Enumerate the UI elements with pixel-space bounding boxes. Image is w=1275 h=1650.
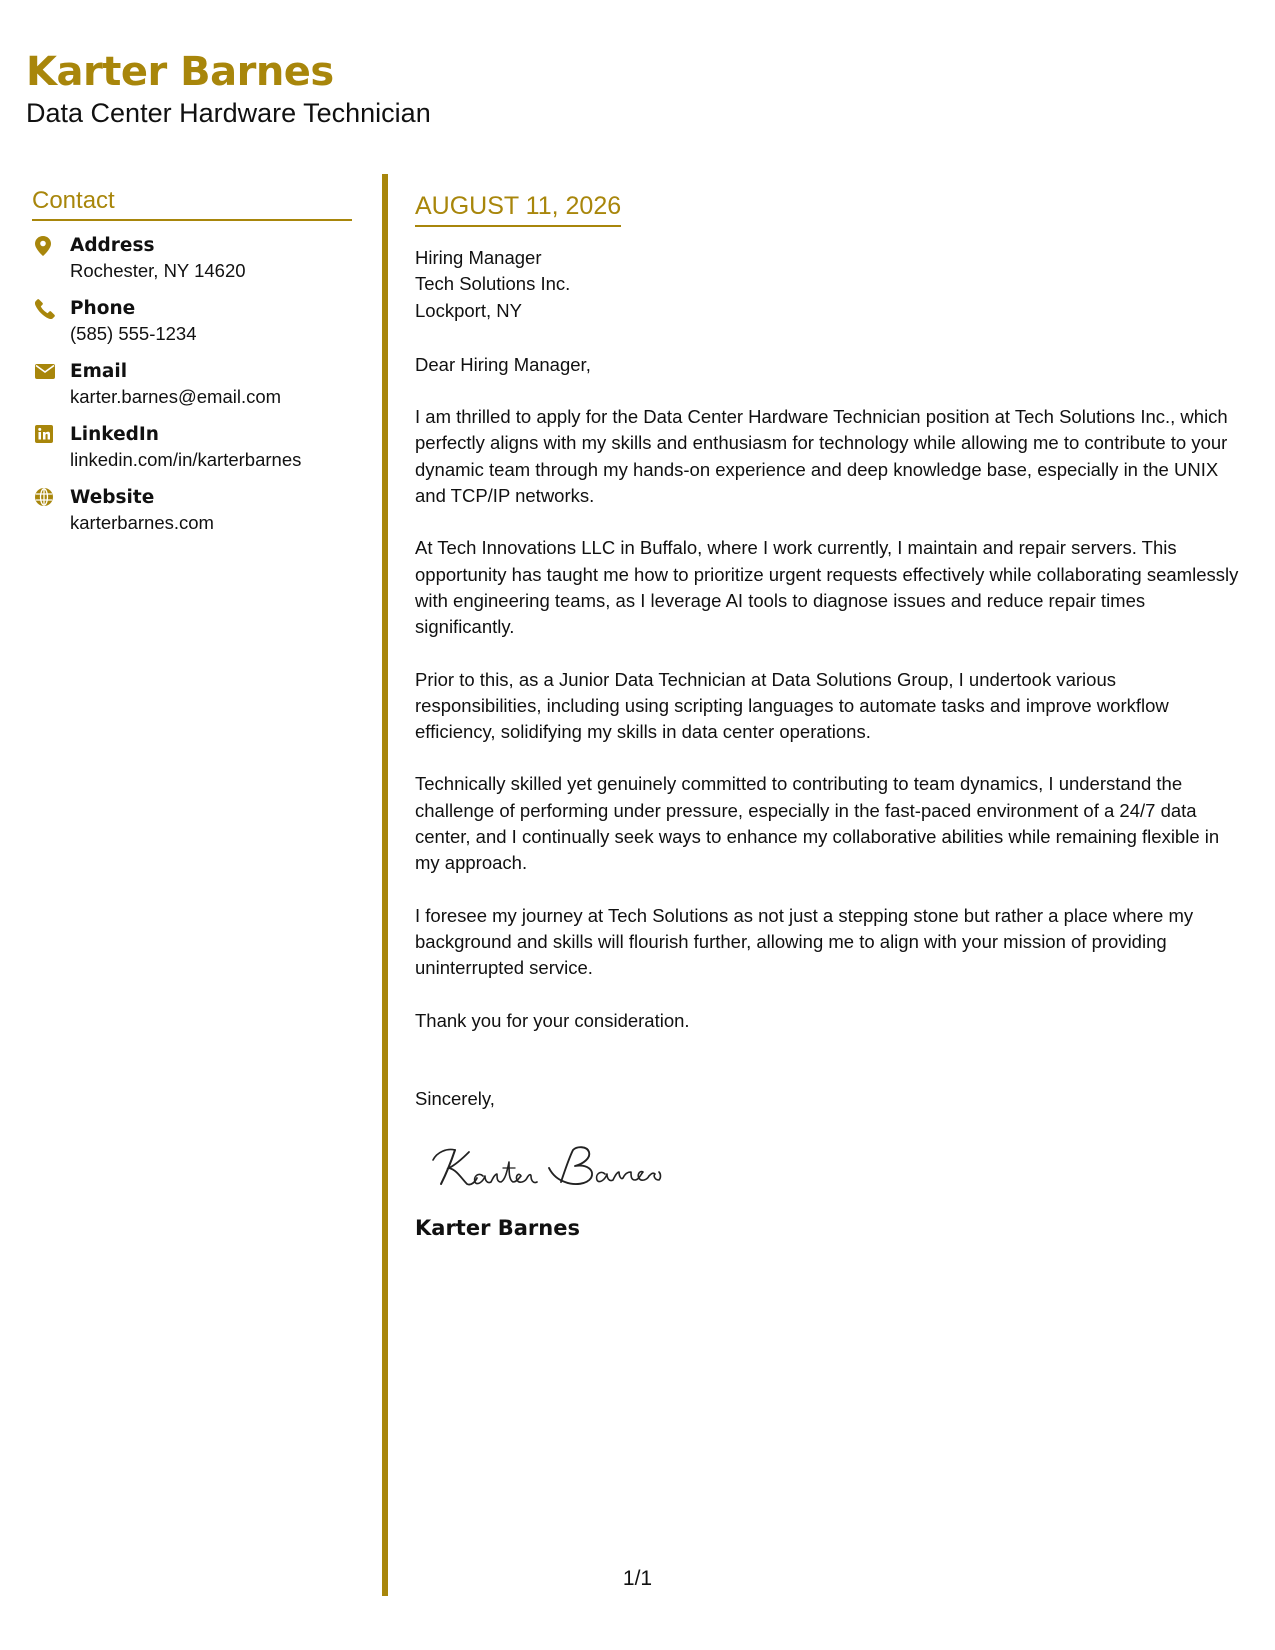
contact-item-address: [32, 233, 352, 296]
website-value: karterbarnes.com: [70, 512, 214, 533]
linkedin-value: linkedin.com/in/karterbarnes: [70, 449, 302, 470]
recipient-line: Hiring Manager: [415, 247, 542, 268]
recipient-line: Tech Solutions Inc.: [415, 273, 571, 295]
applicant-name: Karter Barnes: [26, 49, 334, 95]
contact-item-phone: [32, 296, 352, 359]
handwritten-signature: [427, 1138, 1245, 1198]
paragraph: I foresee my journey at Tech Solutions as not just a stepping stone but rather a place where my background and skills will flourish further, allowing me to align with your mission of providing uninterrupted service.: [415, 904, 1194, 979]
contact-item-website: [32, 485, 352, 548]
address-value: Rochester, NY 14620: [70, 260, 246, 281]
email-value: karter.barnes@email.com: [70, 386, 282, 407]
phone-value: (585) 555-1234: [70, 323, 197, 344]
column-divider: [382, 174, 388, 1596]
paragraph: Technically skilled yet genuinely committed to contributing to team dynamics, I understand the challenge of performing under pressure, especially in the fast-paced environment of a 24/7 data center, and I continually seek ways to enhance my collaborative abilities while remaining flexible in my approach.: [415, 773, 1220, 874]
recipient-block: [415, 245, 1245, 324]
contact-label: LinkedIn: [70, 424, 159, 445]
contact-label: Email: [70, 361, 128, 382]
map-pin-icon: [32, 233, 70, 256]
contact-item-email: [32, 359, 352, 422]
paragraph: I am thrilled to apply for the Data Center Hardware Technician position at Tech Solutions Inc., which perfectly aligns with my skills and enthusiasm for technology while allowing me to contribute to your dynamic team through my hands-on experience and deep knowledge base, especially in the UNIX and TCP/IP networks.: [415, 406, 1228, 507]
linkedin-icon: [32, 422, 70, 443]
page-number: 1/1: [622, 1567, 653, 1590]
paragraph: Thank you for your consideration.: [415, 1009, 690, 1031]
envelope-icon: [32, 359, 70, 380]
salutation: Dear Hiring Manager,: [415, 353, 591, 375]
contact-label: Phone: [70, 298, 136, 319]
paragraph: Prior to this, as a Junior Data Technician at Data Solutions Group, I undertook various responsibilities, including using scripting languages to automate tasks and improve workflow efficiency, solidifying my skills in data center operations.: [415, 668, 1169, 743]
letter-date: AUGUST 11, 2026: [415, 190, 621, 227]
phone-icon: [32, 296, 70, 319]
paragraph: At Tech Innovations LLC in Buffalo, where I work currently, I maintain and repair servers. This opportunity has taught me how to prioritize urgent requests effectively while collaborating seamlessly with engineering teams, as I leverage AI tools to diagnose issues and reduce repair times significantly.: [415, 537, 1239, 638]
contact-list: [32, 233, 352, 548]
resume-header: [26, 48, 431, 130]
contact-section: [32, 186, 352, 548]
globe-icon: [32, 485, 70, 506]
contact-label: Address: [70, 235, 155, 256]
contact-heading: Contact: [32, 186, 352, 221]
job-title: Data Center Hardware Technician: [26, 98, 431, 128]
contact-item-linkedin: [32, 422, 352, 485]
closing: Sincerely,: [415, 1087, 495, 1109]
letter-body: [415, 190, 1245, 1242]
recipient-line: Lockport, NY: [415, 299, 522, 321]
signer-name: Karter Barnes: [415, 1216, 580, 1241]
contact-label: Website: [70, 487, 155, 508]
